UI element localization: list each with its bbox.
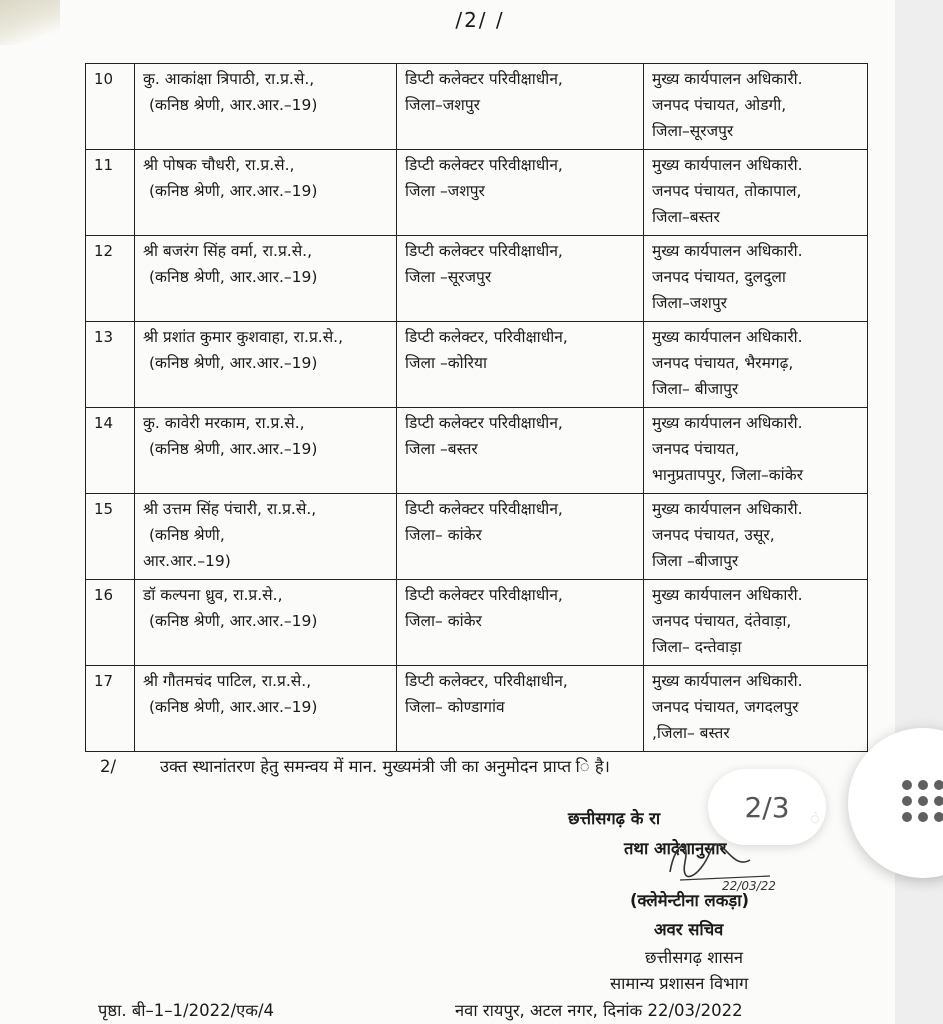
table-row [86, 64, 868, 150]
current-post: डिप्टी कलेक्टर परिवीक्षाधीन, [405, 242, 563, 260]
paragraph-text: उक्त स्थानांतरण हेतु समन्वय में मान. मुख्यमंत्री जी का अनुमोदन प्राप्त ि है। [160, 757, 610, 776]
current-district: जिला –कोरिया [405, 354, 487, 372]
officer-cell [135, 408, 397, 494]
new-post-district: जिला– बीजापुर [652, 380, 739, 398]
officer-name: श्री प्रशांत कुमार कुशवाहा, रा.प्र.से., [143, 328, 344, 346]
current-post-cell [397, 64, 644, 150]
serial-number: 14 [86, 408, 135, 494]
table-row [86, 666, 868, 752]
new-post-cell [644, 64, 868, 150]
table-row [86, 322, 868, 408]
new-post-district: जिला–सूरजपुर [652, 122, 734, 140]
current-post: डिप्टी कलेक्टर, परिवीक्षाधीन, [405, 672, 568, 690]
new-post-cell [644, 322, 868, 408]
signatory-name: (क्लेमेन्टीना लकड़ा) [630, 891, 750, 910]
serial-number: 11 [86, 150, 135, 236]
current-post-cell [397, 150, 644, 236]
new-post-panchayat: जनपद पंचायत, ओडगी, [652, 96, 787, 114]
officer-grade: (कनिष्ठ श्रेणी, आर.आर.–19) [149, 698, 318, 716]
officer-name: डॉ कल्पना ध्रुव, रा.प्र.से., [143, 586, 283, 604]
new-post-panchayat: जनपद पंचायत, [652, 440, 740, 458]
officer-grade: (कनिष्ठ श्रेणी, आर.आर.–19) [149, 440, 318, 458]
current-post-cell [397, 408, 644, 494]
current-post: डिप्टी कलेक्टर परिवीक्षाधीन, [405, 70, 563, 88]
government-name: छत्तीसगढ़ शासन [645, 948, 744, 967]
new-post-panchayat: जनपद पंचायत, दुलदुला [652, 268, 786, 286]
page-fold-shadow [0, 0, 60, 45]
officer-grade: (कनिष्ठ श्रेणी, आर.आर.–19) [149, 182, 318, 200]
officer-grade-cont: आर.आर.–19) [143, 552, 231, 570]
new-post-title: मुख्य कार्यपालन अधिकारी. [652, 328, 803, 346]
current-post-cell [397, 580, 644, 666]
officer-name: श्री पोषक चौधरी, रा.प्र.से., [143, 156, 295, 174]
officer-cell [135, 322, 397, 408]
table-row [86, 580, 868, 666]
table-row [86, 236, 868, 322]
signature-line-1: छत्तीसगढ़ के रा [568, 809, 661, 828]
new-post-title: मुख्य कार्यपालन अधिकारी. [652, 414, 803, 432]
new-post-title: मुख्य कार्यपालन अधिकारी. [652, 156, 803, 174]
grid-dots-icon [902, 780, 943, 822]
current-post: डिप्टी कलेक्टर परिवीक्षाधीन, [405, 500, 563, 518]
officer-cell [135, 236, 397, 322]
serial-number: 10 [86, 64, 135, 150]
current-post: डिप्टी कलेक्टर, परिवीक्षाधीन, [405, 328, 568, 346]
current-district: जिला– कोण्डागांव [405, 698, 505, 716]
new-post-cell [644, 408, 868, 494]
new-post-district: जिला –बीजापुर [652, 552, 739, 570]
table-row [86, 408, 868, 494]
new-post-district: जिला– दन्तेवाड़ा [652, 638, 742, 656]
current-post-cell [397, 494, 644, 580]
new-post-cell [644, 236, 868, 322]
reference-number: पृष्ठा. बी–1–1/2022/एक/4 [98, 1001, 275, 1020]
table-row [86, 494, 868, 580]
new-post-district: भानुप्रतापपुर, जिला–कांकेर [652, 466, 803, 484]
current-district: जिला– कांकेर [405, 526, 482, 544]
current-post-cell [397, 322, 644, 408]
officer-grade: (कनिष्ठ श्रेणी, आर.आर.–19) [149, 96, 318, 114]
paragraph-number: 2/ [100, 757, 117, 776]
new-post-cell [644, 494, 868, 580]
current-post: डिप्टी कलेक्टर परिवीक्षाधीन, [405, 586, 563, 604]
table-row [86, 150, 868, 236]
officer-name: श्री उत्तम सिंह पंचारी, रा.प्र.से., [143, 500, 317, 518]
officer-grade: (कनिष्ठ श्रेणी, [149, 526, 225, 544]
place-and-date: नवा रायपुर, अटल नगर, दिनांक 22/03/2022 [455, 1001, 743, 1020]
officer-grade: (कनिष्ठ श्रेणी, आर.आर.–19) [149, 612, 318, 630]
new-post-panchayat: जनपद पंचायत, भैरमगढ़, [652, 354, 794, 372]
new-post-panchayat: जनपद पंचायत, दंतेवाड़ा, [652, 612, 792, 630]
new-post-title: मुख्य कार्यपालन अधिकारी. [652, 500, 803, 518]
serial-number: 13 [86, 322, 135, 408]
serial-number: 15 [86, 494, 135, 580]
signatory-designation: अवर सचिव [654, 920, 724, 939]
current-district: जिला –सूरजपुर [405, 268, 492, 286]
officer-cell [135, 64, 397, 150]
page-indicator: 2/3 [708, 769, 826, 845]
current-post-cell [397, 236, 644, 322]
transfer-table [85, 63, 868, 752]
current-district: जिला– कांकेर [405, 612, 482, 630]
current-post: डिप्टी कलेक्टर परिवीक्षाधीन, [405, 156, 563, 174]
officer-name: कु. कावेरी मरकाम, रा.प्र.से., [143, 414, 305, 432]
new-post-panchayat: जनपद पंचायत, उसूर, [652, 526, 775, 544]
new-post-district: जिला–जशपुर [652, 294, 727, 312]
officer-name: कु. आकांक्षा त्रिपाठी, रा.प्र.से., [143, 70, 315, 88]
officer-cell [135, 580, 397, 666]
new-post-title: मुख्य कार्यपालन अधिकारी. [652, 242, 803, 260]
current-district: जिला –बस्तर [405, 440, 478, 458]
new-post-cell [644, 580, 868, 666]
new-post-title: मुख्य कार्यपालन अधिकारी. [652, 70, 803, 88]
serial-number: 17 [86, 666, 135, 752]
officer-cell [135, 150, 397, 236]
serial-number: 12 [86, 236, 135, 322]
officer-cell [135, 666, 397, 752]
signature-line-2: तथा आदेशानुसार [624, 839, 727, 858]
new-post-district: जिला–बस्तर [652, 208, 720, 226]
current-district: जिला –जशपुर [405, 182, 485, 200]
new-post-district: ,जिला– बस्तर [652, 724, 730, 742]
current-post-cell [397, 666, 644, 752]
current-post: डिप्टी कलेक्टर परिवीक्षाधीन, [405, 414, 563, 432]
new-post-panchayat: जनपद पंचायत, तोकापाल, [652, 182, 802, 200]
officer-cell [135, 494, 397, 580]
officer-name: श्री बजरंग सिंह वर्मा, रा.प्र.से., [143, 242, 313, 260]
new-post-title: मुख्य कार्यपालन अधिकारी. [652, 586, 803, 604]
officer-grade: (कनिष्ठ श्रेणी, आर.आर.–19) [149, 354, 318, 372]
signature-date: 22/03/22 [722, 879, 776, 892]
page-number-marker: /2/ / [455, 8, 505, 32]
serial-number: 16 [86, 580, 135, 666]
officer-grade: (कनिष्ठ श्रेणी, आर.आर.–19) [149, 268, 318, 286]
new-post-title: मुख्य कार्यपालन अधिकारी. [652, 672, 803, 690]
new-post-panchayat: जनपद पंचायत, जगदलपुर [652, 698, 799, 716]
new-post-cell [644, 150, 868, 236]
department-name: सामान्य प्रशासन विभाग [610, 974, 749, 993]
new-post-cell [644, 666, 868, 752]
current-district: जिला–जशपुर [405, 96, 480, 114]
officer-name: श्री गौतमचंद पाटिल, रा.प्र.से., [143, 672, 312, 690]
